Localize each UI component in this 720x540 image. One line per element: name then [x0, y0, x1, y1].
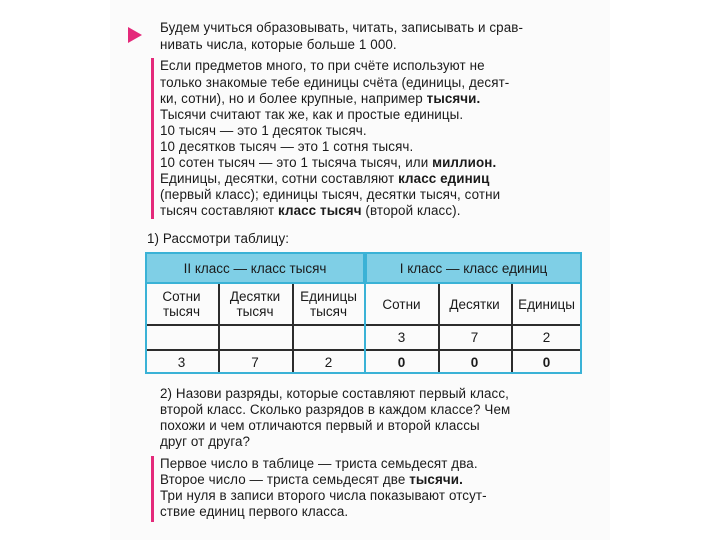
- note-line: ствие единиц первого класса.: [160, 504, 349, 519]
- class-2-header: II класс — класс тысяч: [145, 252, 365, 284]
- table-cell: [145, 325, 218, 349]
- rule-line: Тысячи считают так же, как и простые единицы.: [160, 107, 464, 122]
- rule-line: 10 десятков тысяч — это 1 сотня тысяч.: [160, 139, 414, 154]
- table-rule: [511, 284, 513, 374]
- table-rule: [218, 284, 220, 374]
- col-header-tens: Десятки: [449, 296, 500, 312]
- table-cell: 0: [542, 354, 551, 370]
- rule-line: 10 тысяч — это 1 десяток тысяч.: [160, 123, 367, 138]
- rule-marker: [151, 58, 154, 219]
- note-marker: [151, 456, 154, 522]
- table-cell: [218, 325, 292, 349]
- rule-line: Единицы, десятки, сотни составляют класс единиц: [160, 171, 490, 186]
- pink-arrow-icon: [128, 27, 142, 43]
- table-border: [364, 252, 366, 374]
- place-value-table: [145, 252, 582, 374]
- table-cell: 0: [470, 354, 479, 370]
- task-2-line: похожи и чем отличаются первый и второй классы: [160, 418, 480, 433]
- table-cell: 3: [397, 329, 406, 345]
- note-line: Первое число в таблице — триста семьдесят два.: [160, 456, 478, 471]
- note-line: Второе число — триста семьдесят две тысячи.: [160, 472, 463, 487]
- col-header-hundred-thousands: Сотни тысяч: [162, 289, 201, 319]
- table-cell: 7: [470, 329, 479, 345]
- rule-line: 10 сотен тысяч — это 1 тысяча тысяч, или миллион.: [160, 155, 497, 170]
- table-cell: 2: [324, 354, 333, 370]
- intro-line-2: нивать числа, которые больше 1 000.: [160, 37, 397, 52]
- table-cell: 2: [542, 329, 551, 345]
- rule-line: ки, сотни), но и более крупные, например тысячи.: [160, 91, 481, 106]
- table-border: [580, 252, 582, 374]
- table-border: [145, 372, 582, 374]
- task-1-heading: 1) Рассмотри таблицу:: [147, 231, 290, 246]
- rule-line: только знакомые тебе единицы счёта (единицы, десят-: [160, 75, 510, 90]
- intro-line-1: Будем учиться образовывать, читать, записывать и срав-: [160, 20, 524, 35]
- table-cell: 7: [251, 354, 259, 370]
- table-cell: 3: [177, 354, 186, 370]
- rule-line: Если предметов много, то при счёте используют не: [160, 58, 485, 73]
- table-rule: [438, 284, 440, 374]
- task-2-line: второй класс. Сколько разрядов в каждом классе? Чем: [160, 402, 511, 417]
- task-2-line: 2) Назови разряды, которые составляют первый класс,: [160, 386, 509, 401]
- col-header-hundreds: Сотни: [382, 296, 421, 312]
- note-line: Три нуля в записи второго числа показывают отсут-: [160, 488, 487, 503]
- rule-line: (первый класс); единицы тысяч, десятки тысяч, сотни: [160, 187, 501, 202]
- col-header-units: Единицы: [518, 296, 575, 312]
- col-header-thousands: Единицы тысяч: [300, 289, 357, 319]
- table-rule: [292, 284, 294, 374]
- class-1-header: I класс — класс единиц: [365, 252, 582, 284]
- rule-line: тысяч составляют класс тысяч (второй класс).: [160, 203, 461, 218]
- task-2-line: друг от друга?: [160, 434, 251, 449]
- col-header-ten-thousands: Десятки тысяч: [229, 289, 281, 319]
- table-cell: [292, 325, 365, 349]
- table-border: [145, 252, 147, 374]
- table-cell: 0: [397, 354, 406, 370]
